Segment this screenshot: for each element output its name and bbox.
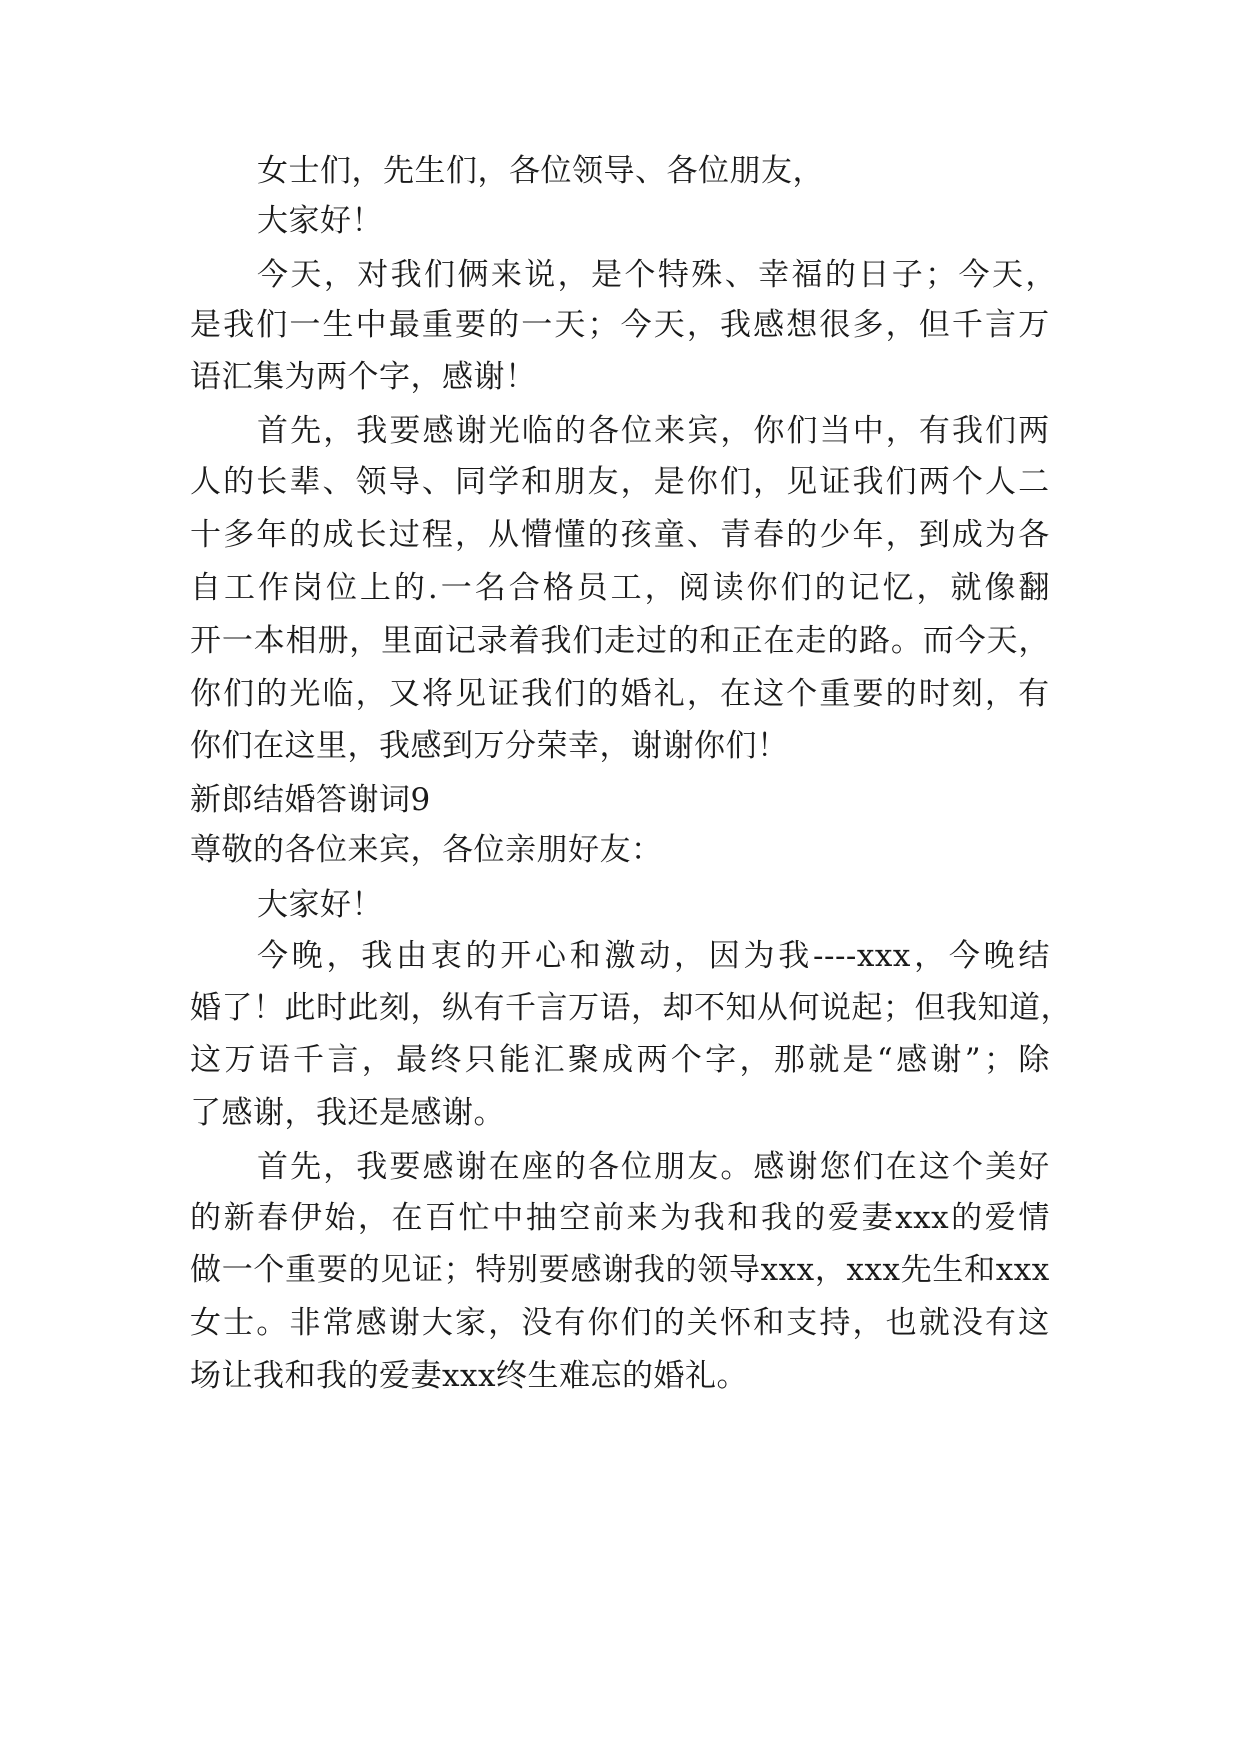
text-line-3: 今 天 ， 对 我 们 俩 来 说 ， 是 个 特 殊 、 幸 福 的 日 子 ； 今 天 ，: [257, 257, 1057, 293]
text-line-17: 婚 了 ！ 此 时 此 刻 ， 纵 有 千 言 万 语 ， 却 不 知 从 何 说 起 ； 但 我 知 道 ，: [190, 990, 1072, 1026]
text-line-22: 做 一 个 重 要 的 见 证 ； 特 别 要 感 谢 我 的 领 导 xxx ， xxx 先 生 和 xxx: [190, 1252, 1050, 1288]
text-line-20: 首 先 ， 我 要 感 谢 在 座 的 各 位 朋 友 。 感 谢 您 们 在 这 个 美 好: [257, 1149, 1050, 1185]
text-line-6: 首 先 ， 我 要 感 谢 光 临 的 各 位 来 宾 ， 你 们 当 中 ， 有 我 们 两: [257, 413, 1050, 449]
text-line-16: 今 晚 ， 我 由 衷 的 开 心 和 激 动 ， 因 为 我 ----xxx ， 今 晚 结: [257, 938, 1050, 974]
text-line-15: 大家好！: [257, 887, 383, 923]
text-line-2: 大家好！: [257, 203, 383, 239]
text-line-21: 的 新 春 伊 始 ， 在 百 忙 中 抽 空 前 来 为 我 和 我 的 爱 妻 xxx 的 爱 情: [190, 1200, 1050, 1236]
text-line-23: 女 士 。 非 常 感 谢 大 家 ， 没 有 你 们 的 关 怀 和 支 持 ， 也 就 没 有 这: [190, 1305, 1050, 1341]
text-line-12: 你们在这里，我感到万分荣幸，谢谢你们！: [190, 728, 789, 764]
text-line-24: 场让我和我的爱妻xxx终生难忘的婚礼。: [190, 1358, 748, 1394]
text-line-9: 自 工 作 岗 位 上 的 . 一 名 合 格 员 工 ， 阅 读 你 们 的 记 忆 ， 就 像 翻: [190, 570, 1050, 606]
text-line-10: 开 一 本 相 册 ， 里 面 记 录 着 我 们 走 过 的 和 正 在 走 的 路 。 而 今 天 ，: [190, 623, 1050, 659]
text-line-11: 你 们 的 光 临 ， 又 将 见 证 我 们 的 婚 礼 ， 在 这 个 重 要 的 时 刻 ， 有: [190, 676, 1050, 712]
text-line-4: 是 我 们 一 生 中 最 重 要 的 一 天 ； 今 天 ， 我 感 想 很 多 ， 但 千 言 万: [190, 307, 1050, 343]
text-line-1: 女士们，先生们，各位领导、各位朋友，: [257, 153, 824, 189]
text-line-14: 尊敬的各位来宾，各位亲朋好友：: [190, 832, 663, 868]
text-line-8: 十 多 年 的 成 长 过 程 ， 从 懵 懂 的 孩 童 、 青 春 的 少 年 ， 到 成 为 各: [190, 517, 1050, 553]
text-line-7: 人 的 长 辈 、 领 导 、 同 学 和 朋 友 ， 是 你 们 ， 见 证 我 们 两 个 人 二: [190, 464, 1050, 500]
text-line-18: 这 万 语 千 言 ， 最 终 只 能 汇 聚 成 两 个 字 ， 那 就 是 “ 感 谢 ” ； 除: [190, 1042, 1050, 1078]
section-heading: 新郎结婚答谢词9: [190, 782, 431, 818]
text-line-5: 语汇集为两个字，感谢！: [190, 359, 537, 395]
text-line-19: 了感谢，我还是感谢。: [190, 1095, 505, 1131]
